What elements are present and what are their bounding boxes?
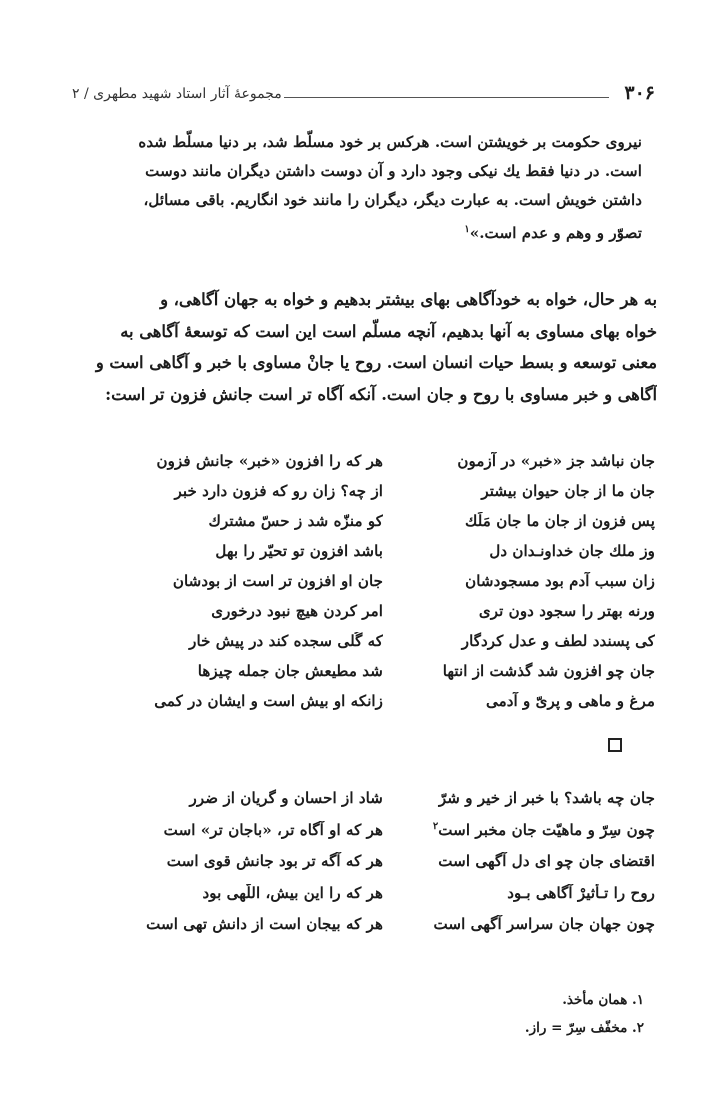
verse-row [115,692,655,722]
section-end-square-icon [608,738,622,752]
verse-hemistich-right: کی پسندد لطف و عدل کردگار [461,632,655,650]
paragraph-line: معنی توسعه و بسط حیات انسان است. روح یا جانْ مساوی با خبر و آگاهی است و [95,353,657,372]
verse-hemistich-left: هر که بیجان است از دانش تهی است [146,915,383,933]
paragraph-line: خواه بهای مساوی به آنها بدهیم، آنچه مسلّم است این است که توسعهٔ آگاهی به [120,321,657,341]
verse-hemistich-left: از چه؟ زان رو که فزون دارد خبر [174,482,383,500]
quote-line: داشتن خویش است. به عبارت دیگر، دیگران را مانند خود انگاریم. باقی مسائل، [143,191,642,209]
verse-row [115,482,655,512]
verse-hemistich-right: جان ما از جان حیوان بیشتر [481,482,655,500]
verse-row [115,572,655,602]
verse-hemistich-left: هر که را این بیش، اللّهی بود [202,883,383,902]
verse-hemistich-right: جان نباشد جز «خبر» در آزمون [457,452,655,470]
verse-row [115,542,655,572]
verse-text: چون سِرّ و ماهیّت جان مخبر است [438,820,655,839]
verse-row [115,452,655,482]
verse-hemistich-right: جان چو افزون شد گذشت از انتها [442,662,655,680]
verse-row [115,632,655,662]
poem-block-2 [115,789,655,947]
verse-hemistich-left: جان او افزون تر است از بودشان [172,572,383,590]
quoted-passage [82,128,642,248]
verse-hemistich-right [405,821,655,839]
verse-hemistich-right: وز ملك جان خداونـدان دل [489,542,655,560]
verse-hemistich-left: هر که او آگاه تر، «باجان تر» است [163,820,383,839]
verse-hemistich-right: اقتضای جان چو ای دل آگهی است [438,852,655,870]
verse-row [115,821,655,853]
quote-line-text: تصوّر و وهم و عدم است.» [469,224,642,243]
verse-row [115,915,655,947]
footnote-ref-1: ۱ [464,224,470,235]
verse-hemistich-right: روح را تـأثیرْ آگاهی بـود [507,883,655,902]
page-header [72,82,655,112]
verse-row [115,662,655,692]
verse-hemistich-right: زان سبب آدم بود مسجودشان [465,572,655,590]
paragraph-line: آگاهی و خبر مساوی با روح و جان است. آنکه آگاه تر است جانش فزون تر است: [105,384,657,404]
quote-line [82,215,642,248]
verse-hemistich-right: جان چه باشد؟ با خبر از خیر و شرّ [438,789,655,807]
verse-hemistich-right: مرغ و ماهی و پریّ و آدمی [485,692,655,710]
verse-row [115,852,655,884]
verse-hemistich-right: پس فزون از جان ما جان مَلَك [464,512,655,530]
verse-row [115,884,655,916]
footnote-ref-2: ۲ [432,820,439,832]
verse-hemistich-left: شد مطیعش جان جمله چیزها [197,662,383,680]
page-number: ۳۰۶ [624,82,655,104]
footnote-1: ۱. همان مأخذ. [562,992,644,1008]
paragraph-line: به هر حال، خواه به خودآگاهی بهای بیشتر بدهیم و خواه به جهان آگاهی، و [160,290,657,309]
verse-hemistich-left: امر کردن هیچ نبود درخوری [211,602,383,620]
body-paragraph [70,284,657,410]
verse-hemistich-left: هر که را افزون «خبر» جانش فزون [156,452,383,470]
quote-line: است. در دنیا فقط یك نیکی وجود دارد و آن دوست داشتن دیگران مانند دوست [145,162,642,180]
verse-row [115,512,655,542]
header-rule [284,97,609,98]
verse-hemistich-left: کو منزّه شد ز حسّ مشترك [208,512,383,530]
verse-row [115,789,655,821]
verse-hemistich-left: هر که آگه تر بود جانش قوی است [166,852,383,870]
verse-row [115,602,655,632]
poem-block-1 [115,452,655,722]
footnote-2: ۲. مخفّف سِرّ = راز. [524,1020,644,1036]
verse-hemistich-left: زانکه او بیش است و ایشان در کمی [154,692,383,710]
verse-hemistich-right: ورنه بهتر را سجود دون تری [478,602,655,620]
verse-hemistich-right: چون جهان جان سراسر آگهی است [433,915,655,933]
verse-hemistich-left: باشد افزون تو تحیّر را بهل [215,542,383,560]
verse-hemistich-left: شاد از احسان و گریان از ضرر [189,789,383,807]
running-title: مجموعهٔ آثار استاد شهید مطهری / ۲ [72,86,282,102]
quote-line: نیروی حکومت بر خویشتن است. هرکس بر خود مسلّط شد، بر دنیا مسلّط شده [138,133,642,151]
footnotes [344,986,644,1042]
verse-hemistich-left: که گُلی سجده کند در پیش خار [189,632,383,650]
